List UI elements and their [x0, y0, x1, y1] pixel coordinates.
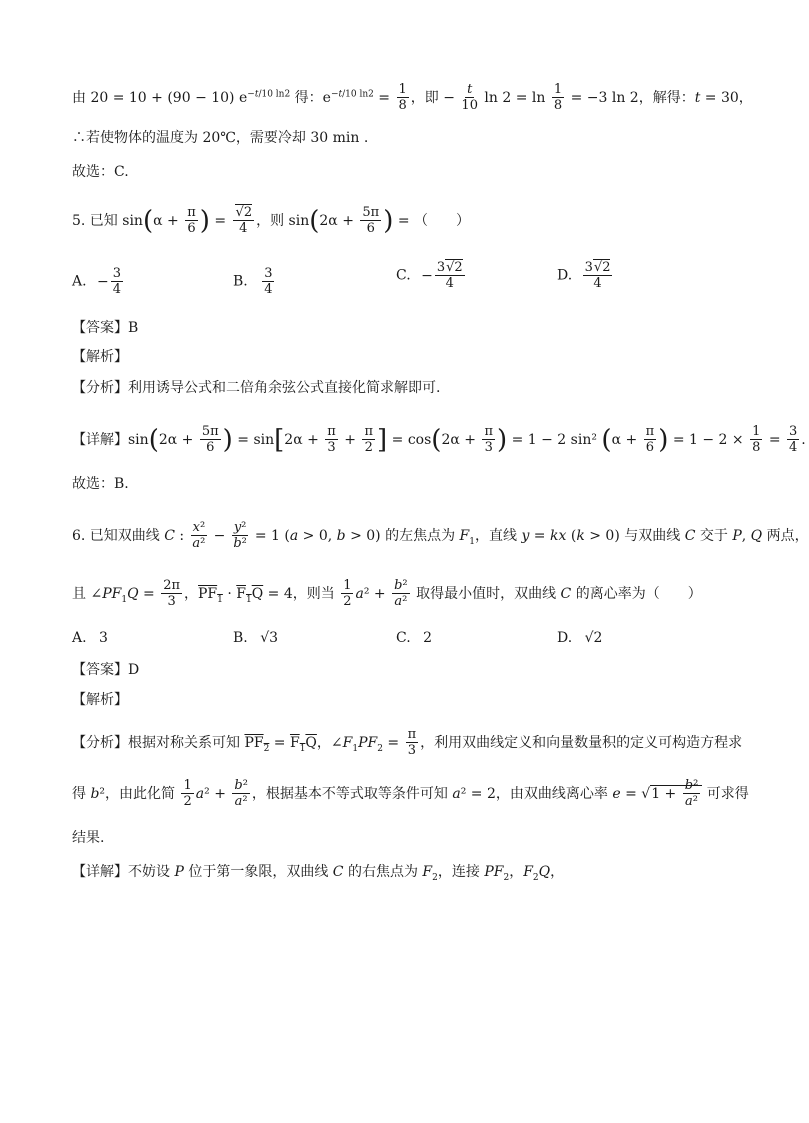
- q6-fenxi-line-2: [72, 778, 749, 809]
- q6-option-b[interactable]: [233, 630, 278, 646]
- q6-option-c-label: C.: [396, 630, 411, 646]
- q6-option-d-value: √2: [584, 630, 603, 646]
- q6-xiangjie-text: 【详解】不妨设 P 位于第一象限，双曲线 C 的右焦点为 $F_2$，连接 $PF_2$，$F_2Q$，: [72, 864, 565, 883]
- question-5-text: 5. 已知 sin(α + $\frac{\pi}{6}$ ) = $\frac{√2}{4}$ ，则 sin(2α + $\frac{5\pi}{6}$ ) = （ ）: [72, 205, 471, 236]
- q5-option-b-label: B.: [233, 273, 248, 290]
- q5-option-a[interactable]: A. − $\frac{3}{4}$: [72, 266, 122, 297]
- q6-option-b-label: B.: [233, 630, 248, 646]
- question-6-line-1: [72, 520, 809, 551]
- q5-answer: 【答案】B: [72, 320, 139, 336]
- choose-line-1: 故选：C.: [72, 164, 129, 180]
- q6-option-b-value: √3: [260, 630, 279, 646]
- q5-option-d[interactable]: D. $\frac{3√2}{4}$: [557, 260, 611, 291]
- solution-line-2: ∴若使物体的温度为 20℃，需要冷却 30 min .: [72, 130, 369, 146]
- q6-option-a-label: A.: [72, 630, 87, 646]
- q5-option-c-label: C.: [396, 267, 411, 284]
- q6-fenxi-line-1-text: 【分析】根据对称关系可知 $PF_2 = F_1Q$，$\angle F_1PF_2$ = $\frac{\pi}{3}$ ，利用双曲线定义和向量数量积的定义可构造方程求: [72, 727, 743, 758]
- q5-xiangjie-text: 【详解】sin(2α + $\frac{5\pi}{6}$ ) = sin[2α + $\frac{\pi}{3}$ + $\frac{\pi}{2}$ ] = cos(2α + $\frac{\pi}{3}$ ) = 1 − 2 sin² (α + $\frac{\pi}{6}$ ) = 1 − 2 × $\frac{1}{8}$ = $\frac{3}{4}$ .: [72, 424, 806, 455]
- q6-fenxi-line-3: 结果.: [72, 830, 105, 846]
- solution-line-1-text: 由 20 = 10 + (90 − 10) $e^{-t/10 ln2}$ 得：$e^{-t/10 ln2}$ = $\frac{1}{8}$ ，即 − $\frac{t}{10}$ ln 2 = ln $\frac{1}{8}$ = −3 ln 2，解得：t = 30，: [72, 82, 753, 113]
- q6-jiexi: 【解析】: [72, 692, 128, 708]
- question-5: [72, 205, 470, 236]
- q6-option-c-value: 2: [423, 630, 433, 646]
- q6-option-a-value: 3: [99, 630, 108, 646]
- q5-option-a-label: A.: [72, 273, 87, 290]
- question-6-line-1-text: 6. 已知双曲线 C : $\frac{\text{x²}}{\text{a²}}$ − $\frac{\text{y²}}{\text{b²}}$ = 1 (a > 0, b > 0) 的左焦点为 $F_1$，直线 y = kx (k > 0) 与双曲线 C 交于 P, Q 两点，: [72, 520, 809, 551]
- q5-option-d-label: D.: [557, 267, 573, 284]
- q6-answer: 【答案】D: [72, 662, 140, 678]
- q6-xiangjie: [72, 862, 564, 888]
- q6-option-a[interactable]: [72, 630, 108, 646]
- q6-option-c[interactable]: [396, 630, 432, 646]
- q5-fenxi: 【分析】利用诱导公式和二倍角余弦公式直接化简求解即可.: [72, 380, 441, 396]
- question-6-line-2: [72, 578, 702, 609]
- q5-option-c[interactable]: C. − $\frac{3√2}{4}$: [396, 260, 463, 291]
- q6-option-d[interactable]: [557, 630, 602, 646]
- question-6-line-2-text: 且 $\angle PF_1Q$ = $\frac{2\pi}{3}$ ，$PF_1 \cdot F_1Q = 4$，则当 $\frac{1}{2}$ a² + $\frac{\text{b²}}{\text{a²}}$ 取得最小值时，双曲线 C 的离心率为（ ）: [72, 578, 702, 609]
- solution-line-1: [72, 82, 753, 113]
- q6-fenxi-line-1: [72, 727, 742, 758]
- q5-option-b[interactable]: B. $\frac{3}{4}$: [233, 266, 273, 297]
- q6-option-d-label: D.: [557, 630, 573, 646]
- q5-xiangjie: [72, 424, 806, 455]
- q6-fenxi-line-2-text: 得 b²，由此化简 $\frac{1}{2}$ a² + $\frac{\text{b²}}{\text{a²}}$ ，根据基本不等式取等条件可知 a² = 2，由双曲线离心率 e = √1 + $\frac{\text{b²}}{\text{a²}}$ 可求得: [72, 778, 749, 809]
- q5-jiexi: 【解析】: [72, 349, 128, 365]
- q5-choose: 故选：B.: [72, 476, 129, 492]
